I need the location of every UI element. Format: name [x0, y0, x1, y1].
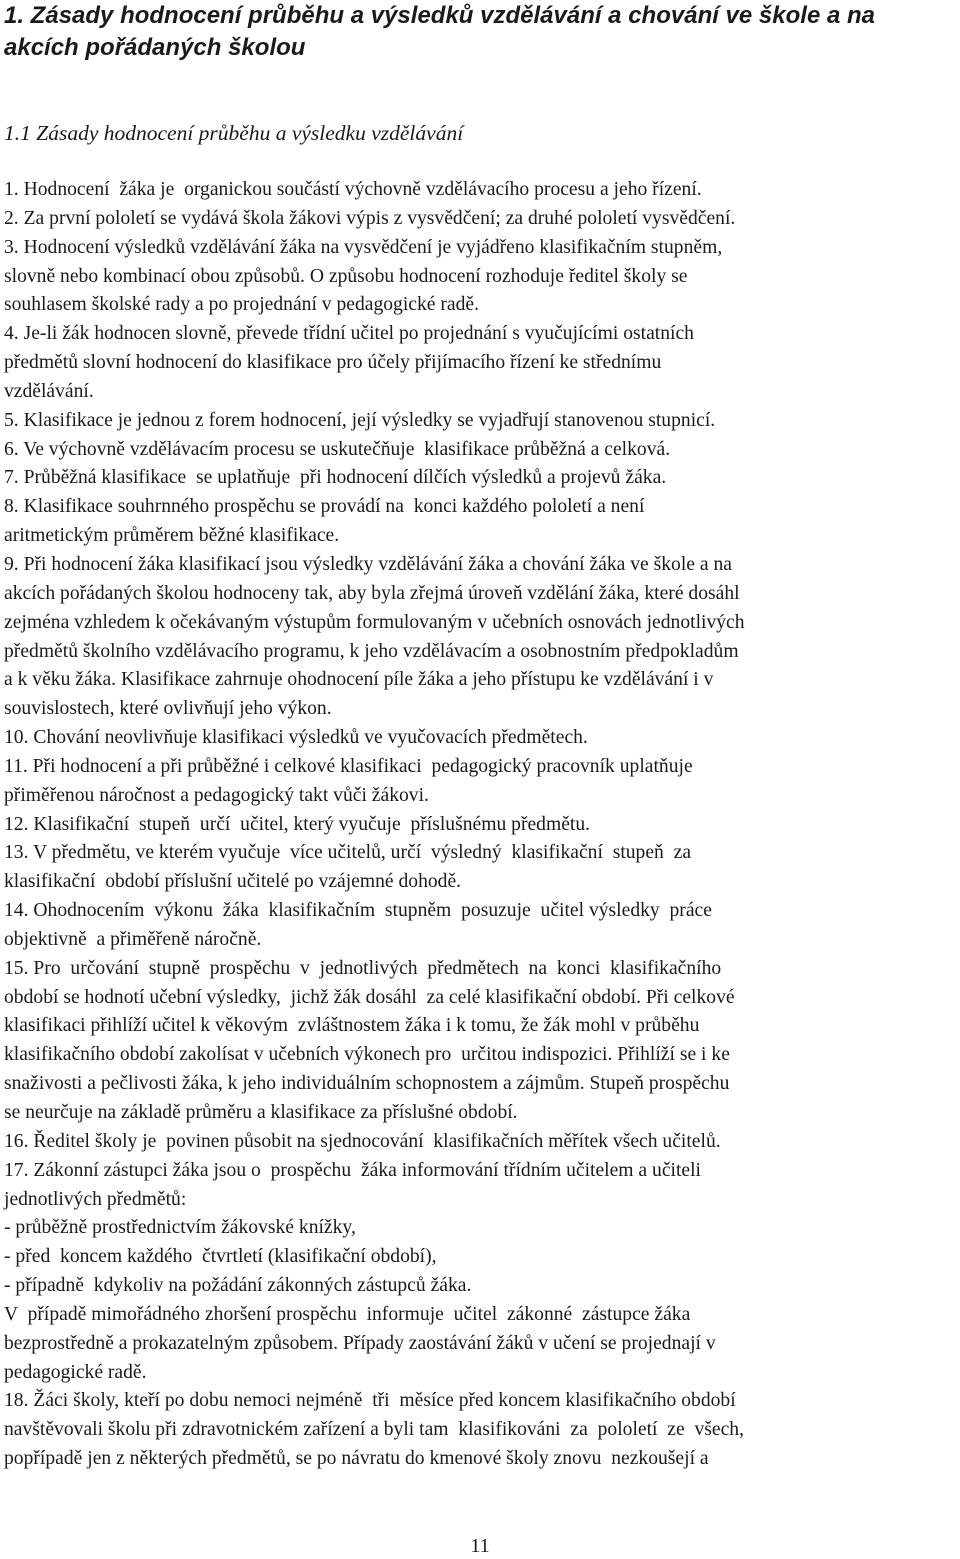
text-line: a k věku žáka. Klasifikace zahrnuje ohodnocení píle žáka a jeho přístupu ke vzdělávání i v [4, 669, 714, 691]
text-line: - případně kdykoliv na požádání zákonných zástupců žáka. [4, 1275, 472, 1297]
text-line: - průběžně prostřednictvím žákovské knížky, [4, 1217, 356, 1239]
text-line: 14. Ohodnocením výkonu žáka klasifikačním stupněm posuzuje učitel výsledky práce [4, 900, 712, 922]
text-line: aritmetickým průměrem běžné klasifikace. [4, 525, 340, 547]
text-line: 5. Klasifikace je jednou z forem hodnocení, její výsledky se vyjadřují stanovenou stupnicí. [4, 409, 716, 431]
text-line: 6. Ve výchovně vzdělávacím procesu se uskutečňuje klasifikace průběžná a celková. [4, 438, 671, 460]
text-line: klasifikační období příslušní učitelé po vzájemné dohodě. [4, 871, 462, 893]
text-line: pedagogické radě. [4, 1361, 147, 1383]
text-line: 17. Zákonní zástupci žáka jsou o prospěchu žáka informování třídním učitelem a učiteli [4, 1159, 701, 1181]
text-line: zejména vzhledem k očekávaným výstupům formulovaným v učebních osnovách jednotlivých [4, 611, 745, 633]
text-line: předmětů slovní hodnocení do klasifikace pro účely přijímacího řízení ke střednímu [4, 352, 662, 374]
text-line: 10. Chování neovlivňuje klasifikaci výsledků ve vyučovacích předmětech. [4, 727, 588, 749]
subsection-heading: 1.1 Zásady hodnocení průběhu a výsledku vzdělávání [4, 121, 464, 145]
text-line: 1. Hodnocení žáka je organickou součástí výchovně vzdělávacího procesu a jeho řízení. [4, 179, 702, 200]
text-line: 15. Pro určování stupně prospěchu v jednotlivých předmětech na konci klasifikačního [4, 957, 722, 979]
text-line: 13. V předmětu, ve kterém vyučuje více učitelů, určí výsledný klasifikační stupeň za [4, 842, 692, 864]
text-line: souvislostech, které ovlivňují jeho výkon. [4, 698, 332, 720]
text-line: 16. Ředitel školy je povinen působit na sjednocování klasifikačních měřítek všech učitelů. [4, 1130, 721, 1152]
text-line: 18. Žáci školy, kteří po dobu nemoci nejméně tři měsíce před koncem klasifikačního období [4, 1390, 736, 1412]
text-line: vzdělávání. [4, 380, 94, 402]
text-line: klasifikaci přihlíží učitel k věkovým zvláštnostem žáka i k tomu, že žák mohl v průběhu [4, 1015, 700, 1037]
text-line: 8. Klasifikace souhrnného prospěchu se provádí na konci každého pololetí a není [4, 496, 645, 518]
page-number: 11 [470, 1535, 490, 1557]
heading-line-1: 1. Zásady hodnocení průběhu a výsledků vzdělávání a chování ve škole a na [4, 2, 875, 29]
section-heading [4, 0, 956, 64]
text-line: jednotlivých předmětů: [4, 1188, 187, 1210]
text-line: navštěvovali školu při zdravotnickém zařízení a byli tam klasifikováni za pololetí ze všech, [4, 1419, 744, 1441]
text-line: bezprostředně a prokazatelným způsobem. Případy zaostávání žáků v učení se projednají v [4, 1332, 716, 1354]
text-line: se neurčuje na základě průměru a klasifikace za příslušné období. [4, 1102, 518, 1123]
text-line: popřípadě jen z některých předmětů, se po návratu do kmenové školy znovu nezkoušejí a [4, 1448, 709, 1470]
text-line: 3. Hodnocení výsledků vzdělávání žáka na vysvědčení je vyjádřeno klasifikačním stupněm, [4, 236, 723, 258]
text-line: V případě mimořádného zhoršení prospěchu informuje učitel zákonné zástupce žáka [4, 1303, 691, 1325]
text-line: 2. Za první pololetí se vydává škola žákovi výpis z vysvědčení; za druhé pololetí vysvědčení. [4, 207, 736, 229]
text-line: 12. Klasifikační stupeň určí učitel, který vyučuje příslušnému předmětu. [4, 813, 591, 835]
text-line: přiměřenou náročnost a pedagogický takt vůči žákovi. [4, 784, 429, 806]
text-line: 7. Průběžná klasifikace se uplatňuje při hodnocení dílčích výsledků a projevů žáka. [4, 467, 667, 489]
text-line: 9. Při hodnocení žáka klasifikací jsou výsledky vzdělávání žáka a chování žáka ve škole a na [4, 553, 732, 575]
text-line: předmětů školního vzdělávacího programu, k jeho vzdělávacím a osobnostním předpokladům [4, 640, 739, 662]
text-line: akcích pořádaných školou hodnoceny tak, aby byla zřejmá úroveň vzdělání žáka, které dosáhl [4, 582, 740, 604]
text-line: 11. Při hodnocení a při průběžné i celkové klasifikaci pedagogický pracovník uplatňuje [4, 755, 693, 777]
text-line: 4. Je-li žák hodnocen slovně, převede třídní učitel po projednání s vyučujícími ostatních [4, 323, 694, 345]
text-line: snaživosti a pečlivosti žáka, k jeho individuálním schopnostem a zájmům. Stupeň prospěchu [4, 1073, 730, 1095]
text-line: klasifikačního období zakolísat v učebních výkonech pro určitou indispozici. Přihlíží se i ke [4, 1044, 730, 1066]
text-line: objektivně a přiměřeně náročně. [4, 928, 262, 950]
text-line: období se hodnotí učební výsledky, jichž žák dosáhl za celé klasifikační období. Při celkové [4, 986, 735, 1008]
heading-line-2: akcích pořádaných školou [4, 34, 306, 61]
text-line: - před koncem každého čtvrtletí (klasifikační období), [4, 1246, 437, 1268]
text-line: slovně nebo kombinací obou způsobů. O způsobu hodnocení rozhoduje ředitel školy se [4, 265, 688, 287]
body-text [4, 176, 960, 1474]
text-line: souhlasem školské rady a po projednání v pedagogické radě. [4, 294, 480, 316]
